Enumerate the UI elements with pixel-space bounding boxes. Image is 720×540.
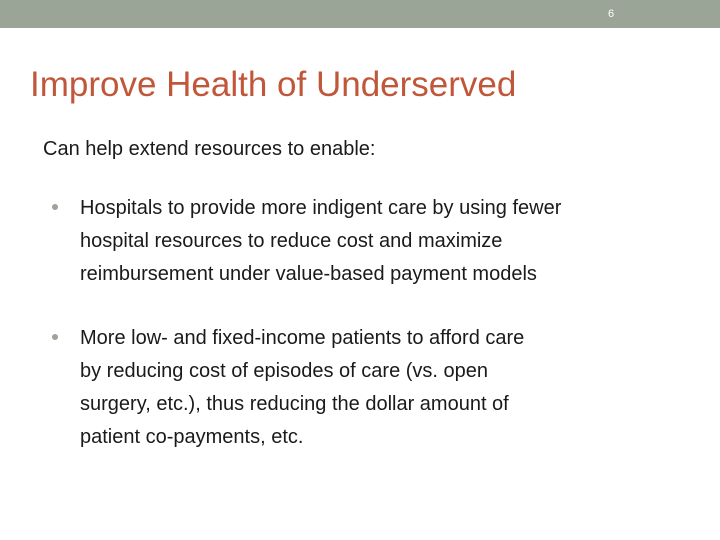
slide-title: Improve Health of Underserved bbox=[30, 65, 517, 104]
bullet-line: surgery, etc.), thus reducing the dollar amount of bbox=[80, 393, 509, 415]
slide-number: 6 bbox=[607, 8, 615, 20]
bullet-line: patient co-payments, etc. bbox=[80, 426, 304, 448]
top-bar bbox=[0, 0, 720, 28]
bullet-line: hospital resources to reduce cost and maximize bbox=[80, 230, 503, 252]
bullet-line: More low- and fixed-income patients to afford care bbox=[80, 327, 525, 349]
intro-text: Can help extend resources to enable: bbox=[43, 138, 376, 160]
bullet-dot-icon bbox=[52, 334, 58, 340]
bullet-line: Hospitals to provide more indigent care by using fewer bbox=[80, 197, 562, 219]
bullet-line: reimbursement under value-based payment models bbox=[80, 263, 537, 285]
bullet-line: by reducing cost of episodes of care (vs. open bbox=[80, 360, 489, 382]
bullet-dot-icon bbox=[52, 204, 58, 210]
bullet-text bbox=[80, 192, 680, 291]
bullet-text bbox=[80, 322, 680, 454]
